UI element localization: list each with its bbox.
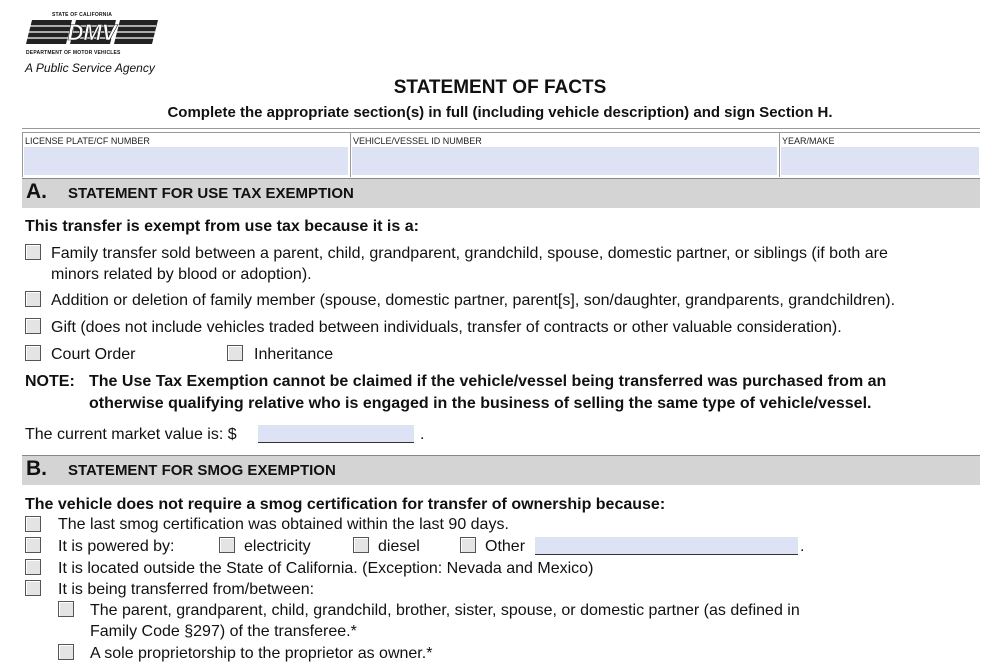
logo-state-text: STATE OF CALIFORNIA <box>52 12 112 18</box>
dmv-logo-mark <box>24 16 164 48</box>
inheritance-checkbox[interactable] <box>227 345 243 361</box>
transferred-between-text: It is being transferred from/between: <box>58 581 315 598</box>
year-make-label: YEAR/MAKE <box>782 136 835 146</box>
family-member-checkbox[interactable] <box>25 291 41 307</box>
section-b-title: STATEMENT FOR SMOG EXEMPTION <box>68 462 336 479</box>
vehicle-id-field <box>350 133 779 177</box>
sole-proprietorship-checkbox[interactable] <box>58 644 74 660</box>
sole-proprietorship-text: A sole proprietorship to the proprietor as owner.* <box>90 645 433 662</box>
section-a-header <box>22 178 980 208</box>
divider <box>22 128 980 129</box>
note-text: The Use Tax Exemption cannot be claimed if the vehicle/vessel being transferred was purchased from an <box>89 373 887 390</box>
inheritance-label: Inheritance <box>254 346 334 363</box>
last-smog-text: The last smog certification was obtained within the last 90 days. <box>58 516 509 533</box>
vehicle-id-input[interactable] <box>352 147 777 175</box>
family-transfer-checkbox[interactable] <box>25 244 41 260</box>
note-text-cont: otherwise qualifying relative who is engaged in the business of selling the same type of vehicle/vessel. <box>89 395 872 412</box>
note-label: NOTE: <box>25 373 75 390</box>
year-make-input[interactable] <box>781 147 979 175</box>
license-plate-field <box>22 133 350 177</box>
transferred-between-checkbox[interactable] <box>25 580 41 596</box>
license-plate-label: LICENSE PLATE/CF NUMBER <box>25 136 150 146</box>
court-order-checkbox[interactable] <box>25 345 41 361</box>
section-a-title: STATEMENT FOR USE TAX EXEMPTION <box>68 185 354 202</box>
license-plate-input[interactable] <box>24 147 348 175</box>
family-transfer-text: Family transfer sold between a parent, child, grandparent, grandchild, spouse, domestic partner, or siblings (if both are <box>51 245 888 262</box>
agency-tagline: A Public Service Agency <box>25 61 155 75</box>
outside-ca-text: It is located outside the State of California. (Exception: Nevada and Mexico) <box>58 560 594 577</box>
page-subtitle: Complete the appropriate section(s) in full (including vehicle description) and sign Section H. <box>167 104 833 121</box>
outside-ca-checkbox[interactable] <box>25 559 41 575</box>
market-value-label: The current market value is: $ <box>25 426 237 443</box>
last-smog-checkbox[interactable] <box>25 516 41 532</box>
section-a-letter: A. <box>26 180 47 203</box>
section-a-intro: This transfer is exempt from use tax because it is a: <box>25 218 419 235</box>
electricity-label: electricity <box>244 538 311 555</box>
family-relation-text-cont: Family Code §297) of the transferee.* <box>90 623 357 640</box>
section-b-header <box>22 455 980 485</box>
diesel-label: diesel <box>378 538 420 555</box>
gift-text: Gift (does not include vehicles traded between individuals, transfer of contracts or other valuable consideration). <box>51 319 842 336</box>
family-member-text: Addition or deletion of family member (spouse, domestic partner, parent[s], son/daughter, grandparents, grandchildren). <box>51 292 896 309</box>
electricity-checkbox[interactable] <box>219 537 235 553</box>
other-fuel-period: . <box>800 538 805 555</box>
powered-by-checkbox[interactable] <box>25 537 41 553</box>
gift-checkbox[interactable] <box>25 318 41 334</box>
svg-text:DMV: DMV <box>67 20 117 45</box>
section-b-intro: The vehicle does not require a smog certification for transfer of ownership because: <box>25 496 666 513</box>
other-fuel-label: Other <box>485 538 526 555</box>
vehicle-id-label: VEHICLE/VESSEL ID NUMBER <box>353 136 482 146</box>
family-relation-text: The parent, grandparent, child, grandchild, brother, sister, spouse, or domestic partner (as defined in <box>90 602 800 619</box>
family-transfer-text-cont: minors related by blood or adoption). <box>51 266 312 283</box>
diesel-checkbox[interactable] <box>353 537 369 553</box>
other-fuel-checkbox[interactable] <box>460 537 476 553</box>
powered-by-label: It is powered by: <box>58 538 175 555</box>
market-value-period: . <box>420 426 425 443</box>
other-fuel-input[interactable] <box>535 537 798 555</box>
family-relation-checkbox[interactable] <box>58 601 74 617</box>
page-title: STATEMENT OF FACTS <box>393 77 607 98</box>
year-make-field <box>779 133 981 177</box>
market-value-input[interactable] <box>258 425 414 443</box>
court-order-label: Court Order <box>51 346 136 363</box>
section-b-letter: B. <box>26 457 47 480</box>
logo-dept-text: DEPARTMENT OF MOTOR VEHICLES <box>26 50 121 56</box>
